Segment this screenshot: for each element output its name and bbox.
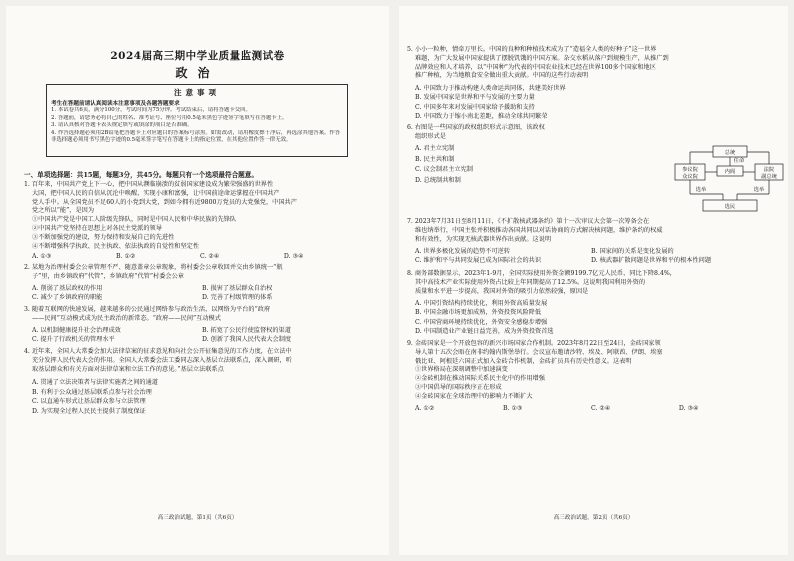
label-elect-right: 选举 — [753, 187, 765, 193]
question-line: 9. 金砖国家是一个开放包容的新兴市场国家合作机制。2023年8月22日至24日，金砖国家领 — [407, 340, 661, 347]
exam-page-left — [6, 6, 389, 555]
notice-line: 3. 请认真核对答题卡表头规定填写或填涂的项目是否准确。 — [51, 122, 193, 129]
question-6 — [407, 124, 545, 142]
options-q5 — [415, 84, 566, 122]
statement-item: ④金砖国家在全球治理中的影响力不断扩大 — [415, 392, 533, 400]
statement-item: ②中国共产党坚持在思想上对各民主党派的领导 — [32, 224, 162, 232]
statement-item: ①世界格局在深刻调整中加速演变 — [415, 366, 508, 374]
question-line: 3. 随着互联网的快速发展，越来越多的公民通过网络参与政治生活，以网络为平台的“政府 — [24, 306, 271, 313]
question-2 — [24, 264, 283, 282]
option-b[interactable]: B. 国家间的关系是变化发展的 — [591, 248, 674, 255]
option-c[interactable]: C. 中国营商环境持续优化，外资安全感稳步增强 — [415, 318, 548, 326]
option-b[interactable]: B. ①③ — [502, 405, 523, 412]
statement-item: ③不断加强党的建设，努力保持和发展自己的先进性 — [32, 233, 175, 241]
label-appoint: 任命 — [733, 158, 745, 164]
statement-item: ①中国共产党是中国工人阶级先锋队，同时是中国人民和中华民族的先锋队 — [32, 216, 237, 224]
option-c[interactable]: C. 中国多年来对发展中国家给予援助和支持 — [415, 103, 535, 111]
question-7 — [407, 218, 663, 244]
notice-line: 4. 作答选择题必须用2B铅笔把答题卡上对应题目的答案标号涂黑。如需改动，请用橡皮擦干净后，再选涂其他答案。作答非选择题必须用书写黑色字迹的0.5毫米签字笔写在答题卡上的指定位置，在其他位置作答一律无效。 — [51, 129, 341, 143]
question-line: 党之所以“能”，是因为 — [32, 207, 95, 215]
option-c[interactable]: C. 提升了行政机关的管理水平 — [32, 336, 115, 343]
question-line: 组织形式是 — [415, 132, 446, 140]
notice-line: 2. 答题前，请您务必将自己的姓名、准考证号、座位号用0.5毫米黑色字迹签字笔填写在答题卡上。 — [51, 114, 288, 121]
statement-item: ②金砖机制在推动国际关系民主化中的作用增强 — [415, 375, 545, 383]
option-b[interactable]: B. ①② — [115, 253, 136, 260]
label-senate: 参议院 — [682, 167, 698, 173]
option-a[interactable]: A. 中国引资结构持续优化，利用外资高质量发展 — [415, 300, 548, 307]
options-q4 — [32, 378, 158, 416]
page-footer: 高三政治试题，第2页（共6页） — [553, 515, 634, 521]
question-line: 4. 近年来，全国人大常委会加大法律草案的征求意见和向社会公开征集意见的工作力度，在立法中 — [24, 348, 292, 355]
question-line: 1. 百年来，中国共产党上下一心，把中国从濒临崩溃的贫弱国家建设成为繁荣强盛的世界性 — [24, 181, 274, 188]
option-d[interactable]: D. ③④ — [678, 405, 699, 412]
question-8 — [407, 270, 676, 296]
option-d[interactable]: D. 核武器扩散问题是世界和平的根本性问题 — [591, 257, 712, 264]
question-1 — [24, 181, 297, 251]
statement-item: ③中国倡导的国际秩序正在形成 — [415, 383, 502, 391]
question-line: 导人第十五次会晤在南非约翰内斯堡举行。会议宣布邀请沙特、埃及、阿联酋、伊朗、埃塞 — [415, 348, 663, 356]
question-line: 子”里，由乡镇政府“代管”，乡镇政府“代管”村委会公章 — [32, 272, 184, 280]
option-a[interactable]: A. 削弱了基层政权的作用 — [32, 285, 103, 292]
question-line: 维也纳举行，中国主张并积极推动各国共同以对话协商的方式解决核问题，维护条约的权威 — [415, 226, 663, 234]
option-c[interactable]: C. ②④ — [199, 253, 220, 260]
question-3 — [24, 306, 270, 324]
label-cabinet: 内阁 — [724, 169, 736, 175]
question-line: 难题，为广大发展中国家提供了摆脱饥饿的中国方案。杂交水稻从落户到规模生产，从推广到 — [415, 54, 669, 62]
option-b[interactable]: B. 中国金融市场更加成熟，外资投资风险降低 — [415, 309, 542, 317]
option-d[interactable]: D. ③④ — [283, 253, 304, 260]
options-q7 — [415, 247, 711, 265]
question-line: 充分发挥人民代表大会的作用。全国人大常委会法工委同志深入基层立法联系点，深入调研，听 — [32, 356, 292, 364]
question-line: 质量和水平进一步提高，我国对外资的吸引力依然较强，原因是 — [415, 287, 589, 295]
option-b[interactable]: B. 损害了基层群众自治权 — [202, 285, 273, 292]
options-q6 — [415, 144, 473, 186]
label-elect-left: 选举 — [695, 187, 707, 193]
notice-box — [46, 84, 348, 157]
option-a[interactable]: A. ①② — [415, 405, 435, 412]
question-line: 俄比亚、阿根廷六国正式加入金砖合作机制，金砖扩员具有历史性意义。这表明 — [415, 357, 632, 365]
option-b[interactable]: B. 拓宽了公民行使监督权的渠道 — [202, 327, 291, 334]
section-heading: 一、单项选择题：共15题，每题3分，共45分。每题只有一个选项最符合题意。 — [24, 171, 258, 179]
option-d[interactable]: D. 创新了我国人民代表大会制度 — [202, 336, 292, 343]
question-5 — [407, 46, 669, 81]
question-line: 8. 商务部数据显示，2023年1-9月，全国实际使用外资金额9199.7亿元人民币，同比下降8.4%， — [407, 270, 676, 277]
notice-line: 1. 本试卷共6页，满分100分，考试时间为75分钟。考试结束后，请将答题卡交回。 — [51, 107, 251, 113]
question-line: 党人手中。从全国党员不足60人的小党到大党，到如今拥有近9800万党员的大党强党，中国共产 — [32, 198, 297, 206]
option-a[interactable]: A. ①③ — [32, 253, 52, 260]
option-d[interactable]: D. 中国制造业产业链日益完善，成为外资投资首选 — [415, 328, 554, 336]
options-q8 — [415, 299, 554, 337]
options-q2 — [32, 284, 273, 302]
label-court: 法院 — [763, 167, 775, 173]
label-voters: 选民 — [724, 204, 736, 210]
option-c[interactable]: C. 以直通车形式让基层群众参与立法管理 — [32, 398, 146, 406]
question-line: 6. 右图是一些国家的政权组织形式示意图，该政权 — [407, 124, 545, 131]
notice-title: 注意事项 — [174, 88, 220, 97]
option-c[interactable]: C. 减少了乡镇政府的职能 — [32, 294, 103, 301]
option-a[interactable]: A. 君主立宪制 — [415, 145, 455, 152]
options-q9 — [415, 405, 699, 412]
statement-item: ④不断增强科学执政、民主执政、依法执政的自觉性和坚定性 — [32, 242, 200, 250]
option-d[interactable]: D. 为实现全过程人民民主提供了制度保证 — [32, 407, 146, 415]
option-c[interactable]: C. 议会制君主立宪制 — [415, 166, 473, 173]
question-line: 5. 小小一粒种，情牵万里长。中国的良种和种植技术成为了“造福全人类的好种子”这一世界 — [407, 46, 657, 53]
option-b[interactable]: B. 民主共和制 — [415, 155, 455, 163]
label-house: 众议院 — [682, 174, 698, 180]
options-q3 — [32, 326, 291, 344]
government-structure-diagram — [673, 144, 785, 214]
notice-subtitle: 考生在答题前请认真阅读本注意事项及各题答题要求 — [51, 101, 180, 107]
label-vice: 副总统 — [761, 174, 777, 180]
question-line: 和有效性，为实现无核武器世界作出贡献。这说明 — [415, 235, 552, 243]
options-q1 — [32, 253, 304, 260]
question-line: ——民间”互动模式成为民主政治的新常态。“政府——民间”互动模式 — [32, 314, 221, 322]
question-line: 大国，把中国人民的自信从沉沦中唤醒，实现小康和富强，让中国前途命运掌握在中国共产 — [32, 189, 280, 197]
option-d[interactable]: D. 中国致力于缩小南北差距，推动全球共同繁荣 — [415, 113, 548, 121]
option-a[interactable]: A. 贯通了立法决策者与法律实施者之间的通道 — [32, 379, 158, 386]
option-c[interactable]: C. 维护和平与共同发展已成为国际社会的共识 — [415, 257, 542, 264]
exam-page-right — [399, 6, 788, 555]
option-c[interactable]: C. ②④ — [590, 405, 611, 412]
option-b[interactable]: B. 有利于公众通过基层联系点参与社会治理 — [32, 388, 152, 396]
option-d[interactable]: D. 完善了村级管理的体系 — [202, 294, 273, 301]
question-line: 2. 某地为治理村委会公章管理不严、随意盖章公章现象，将村委会公章收回并交由乡镇统一“瓶 — [24, 264, 283, 271]
option-d[interactable]: D. 总统制共和制 — [415, 176, 461, 184]
label-president: 总统 — [724, 150, 736, 156]
page-footer: 高三政治试题，第1页（共6页） — [157, 515, 238, 521]
exam-title: 2024届高三期中学业质量监测试卷 — [110, 50, 285, 62]
question-line: 7. 2023年7月31日至8月11日，《不扩散核武器条约》第十一次审议大会第一次筹备会在 — [407, 218, 650, 225]
question-line: 推广种植，为当地粮食安全做出重大贡献。中国的这些行动表明 — [415, 72, 589, 80]
exam-subject: 政治 — [175, 66, 220, 80]
option-a[interactable]: A. 以机制健康提升社会治理成效 — [32, 327, 121, 334]
question-4 — [24, 348, 292, 374]
question-line: 取基层群众和有关方面对法律草案和立法工作的意见。”基层立法联系点 — [32, 365, 224, 373]
question-9 — [407, 340, 663, 402]
option-a[interactable]: A. 中国致力于推动构建人类命运共同体，共建美好世界 — [415, 85, 566, 92]
question-line: 其中高技术产业实际使用外资占比较上年同期提高了12.5%。这说明我国利用外资的 — [415, 278, 646, 286]
option-b[interactable]: B. 发展中国家是世界和平与发展的主要力量 — [415, 94, 535, 102]
option-a[interactable]: A. 世界多极化发展的趋势不可逆转 — [415, 248, 511, 255]
question-line: 品牌效应和人才培养，以“中国种”为代表的中国农业技术已经在世界100多个国家和地区 — [415, 63, 656, 71]
